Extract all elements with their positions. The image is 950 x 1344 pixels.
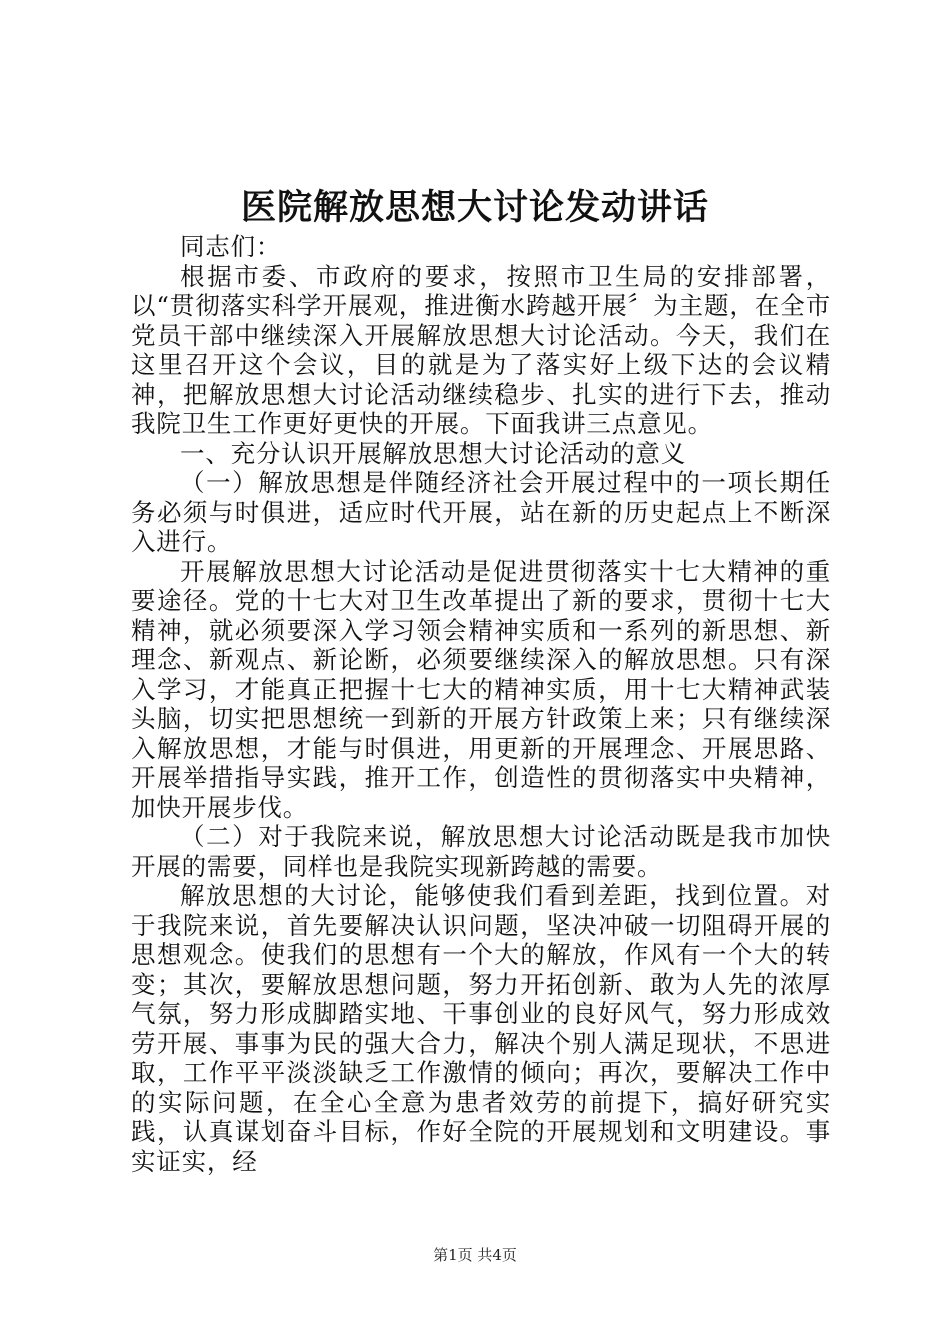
- subsection-heading-1: （一）解放思想是伴随经济社会开展过程中的一项长期任务必须与时俱进，适应时代开展，站在新的历史起点上不断深入进行。: [131, 468, 831, 556]
- document-title: 医院解放思想大讨论发动讲话: [240, 187, 709, 228]
- document-body: [131, 232, 831, 1176]
- paragraph-intro: 根据市委、市政府的要求，按照市卫生局的安排部署，以“贯彻落实科学开展观，推进衡水跨越开展〞为主题，在全市党员干部中继续深入开展解放思想大讨论活动。今天，我们在这里召开这个会议，目的就是为了落实好上级下达的会议精神，把解放思想大讨论活动继续稳步、扎实的进行下去，推动我院卫生工作更好更快的开展。下面我讲三点意见。: [131, 261, 831, 438]
- page-footer: 第1页 共4页: [433, 1246, 517, 1264]
- paragraph: 开展解放思想大讨论活动是促进贯彻落实十七大精神的重要途径。党的十七大对卫生改革提出了新的要求，贯彻十七大精神，就必须要深入学习领会精神实质和一系列的新思想、新理念、新观点、新论断，必须要继续深入的解放思想。只有深入学习，才能真正把握十七大的精神实质，用十七大精神武装头脑，切实把思想统一到新的开展方针政策上来；只有继续深入解放思想，才能与时俱进，用更新的开展理念、开展思路、开展举措指导实践，推开工作，创造性的贯彻落实中央精神，加快开展步伐。: [131, 556, 831, 822]
- salutation: 同志们：: [180, 232, 282, 261]
- subsection-heading-2: （二）对于我院来说，解放思想大讨论活动既是我市加快开展的需要，同样也是我院实现新跨越的需要。: [131, 822, 831, 881]
- section-heading-1: 一、充分认识开展解放思想大讨论活动的意义: [180, 438, 686, 468]
- paragraph: 解放思想的大讨论，能够使我们看到差距，找到位置。对于我院来说，首先要解决认识问题，坚决冲破一切阻碍开展的思想观念。使我们的思想有一个大的解放，作风有一个大的转变；其次，要解放思想问题，努力开拓创新、敢为人先的浓厚气氛，努力形成脚踏实地、干事创业的良好风气，努力形成效劳开展、事事为民的强大合力，解决个别人满足现状，不思进取，工作平平淡淡缺乏工作激情的倾向；再次，要解决工作中的实际问题，在全心全意为患者效劳的前提下，搞好研究实践，认真谋划奋斗目标，作好全院的开展规划和文明建设。事实证实，经: [131, 881, 831, 1176]
